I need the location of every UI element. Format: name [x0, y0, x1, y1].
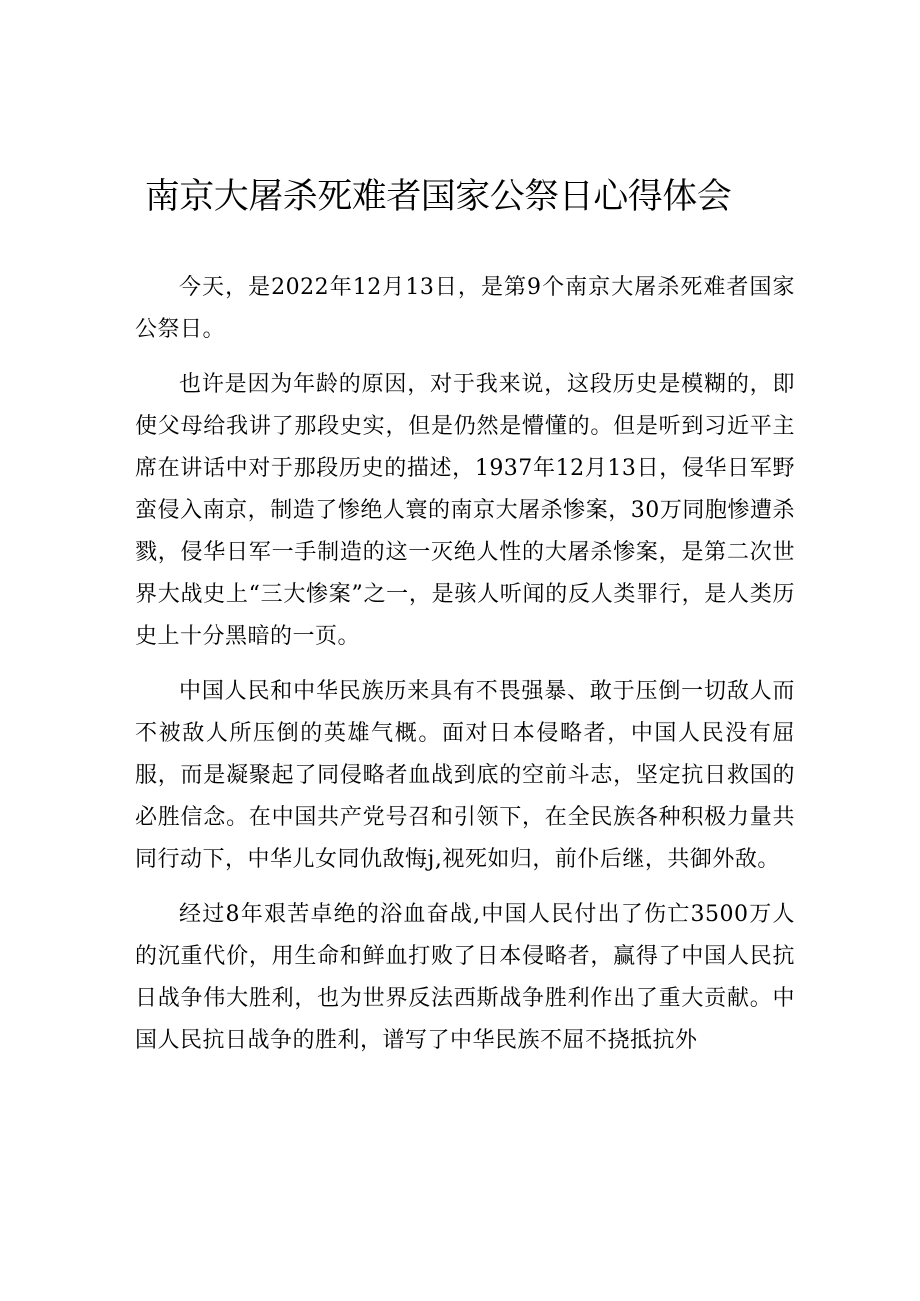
paragraph: 中国人民和中华民族历来具有不畏强暴、敢于压倒一切敌人而不被敌人所压倒的英雄气概。面对日本侵略者，中国人民没有屈服，而是凝聚起了同侵略者血战到底的空前斗志，坚定抗日救国的必胜信念。在中国共产党号召和引领下，在全民族各种积极力量共同行动下，中华儿女同仇敌悔j,视死如归，前仆后继，共御外敌。 [135, 679, 795, 872]
document-title: 南京大屠杀死难者国家公祭日心得体会 [144, 177, 732, 217]
paragraph: 经过8年艰苦卓绝的浴血奋战,中国人民付出了伤亡3500万人的沉重代价，用生命和鲜血打败了日本侵略者，赢得了中国人民抗日战争伟大胜利，也为世界反法西斯战争胜利作出了重大贡献。中国人民抗日战争的胜利，谱写了中华民族不屈不挠抵抗外 [135, 902, 795, 1053]
paragraph: 今天，是2022年12月13日，是第9个南京大屠杀死难者国家公祭日。 [135, 275, 795, 342]
paragraph: 也许是因为年龄的原因，对于我来说，这段历史是模糊的，即使父母给我讲了那段史实，但是仍然是懵懂的。但是听到习近平主席在讲话中对于那段历史的描述，1937年12月13日，侵华日军野蛮侵入南京，制造了惨绝人寰的南京大屠杀惨案，30万同胞惨遭杀戮，侵华日军一手制造的这一灭绝人性的大屠杀惨案，是第二次世界大战史上“三大惨案”之一，是骇人听闻的反人类罪行，是人类历史上十分黑暗的一页。 [135, 372, 795, 649]
document-body [135, 267, 795, 1062]
